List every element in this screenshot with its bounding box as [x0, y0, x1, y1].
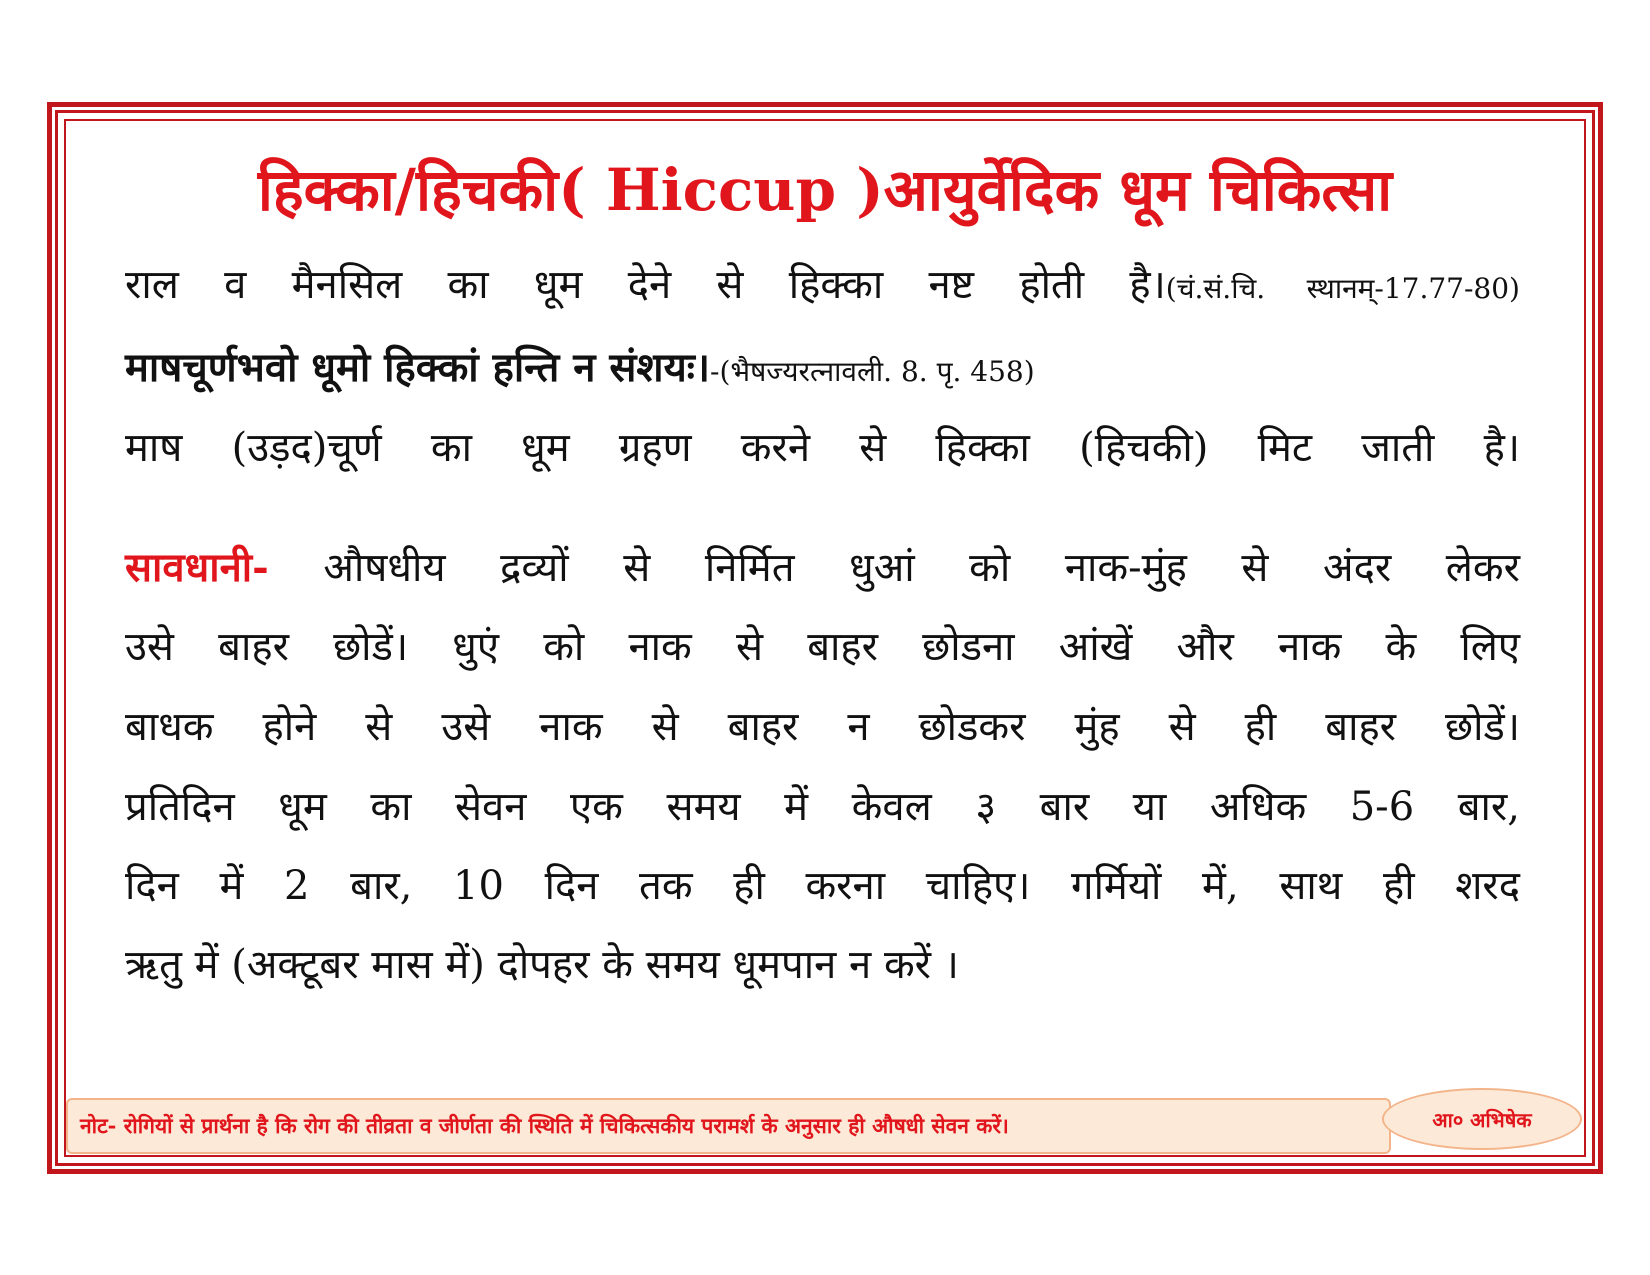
line-1-text: राल व मैनसिल का धूम देने से हिक्का नष्ट होती है। [125, 262, 1166, 308]
author-name: आ० अभिषेक [1432, 1107, 1532, 1132]
text-line-3: माष (उड़द)चूर्ण का धूम ग्रहण करने से हिक्का (हिचकी) मिट जाती है। [125, 425, 1520, 471]
text-line-5: उसे बाहर छोडें। धुएं को नाक से बाहर छोडना आंखें और नाक के लिए [125, 624, 1520, 670]
author-badge [1382, 1088, 1582, 1150]
line-4-text: औषधीय द्रव्यों से निर्मित धुआं को नाक-मुंह से अंदर लेकर [323, 545, 1521, 591]
text-line-4 [125, 538, 1520, 593]
note-text: नोट- रोगियों से प्रार्थना है कि रोग की तीव्रता व जीर्णता की स्थिति में चिकित्सकीय परामर्श के अनुसार ही औषधी सेवन करें। [80, 1113, 1009, 1138]
page-title: हिक्का/हिचकी( Hiccup )आयुर्वेदिक धूम चिकित्सा [257, 156, 1393, 224]
sanskrit-verse: माषचूर्णभवो धूमो हिक्कां हन्ति न संशयः। [125, 344, 711, 391]
text-line-8: दिन में 2 बार, 10 दिन तक ही करना चाहिए। गर्मियों में, साथ ही शरद [125, 863, 1520, 909]
text-line-2 [125, 338, 1520, 393]
text-line-6: बाधक होने से उसे नाक से बाहर न छोडकर मुंह से ही बाहर छोडें। [125, 704, 1520, 750]
line-2-reference: -(भैषज्यरत्नावली. 8. पृ. 458) [710, 355, 1035, 388]
note-bar [66, 1098, 1391, 1154]
text-line-9: ऋतु में (अक्टूबर मास में) दोपहर के समय धूमपान न करें । [125, 942, 959, 988]
text-line-1 [125, 255, 1520, 310]
text-line-7: प्रतिदिन धूम का सेवन एक समय में केवल ३ बार या अधिक 5-6 बार, [125, 784, 1520, 830]
line-1-reference: (चं.सं.चि. स्थानम्-17.77-80) [1165, 272, 1520, 305]
caution-label: सावधानी- [125, 544, 269, 591]
